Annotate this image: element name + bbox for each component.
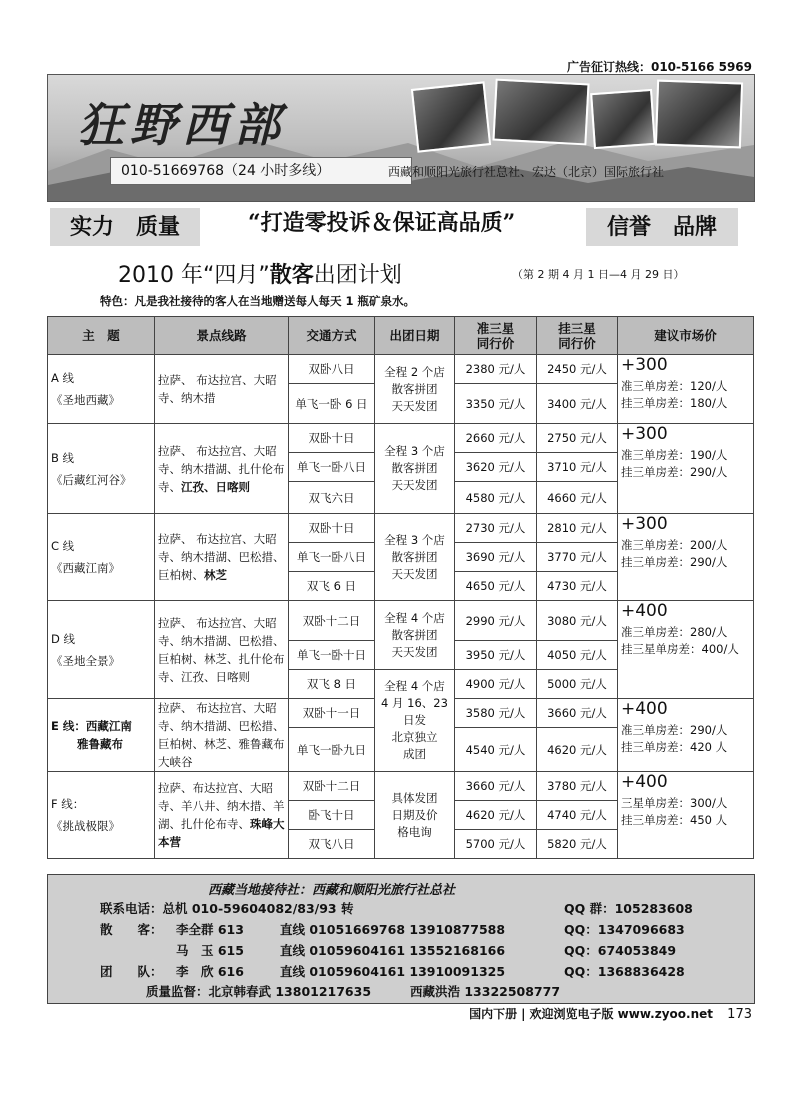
transport-cell: 双卧八日 [289, 355, 375, 384]
contact-qq: QQ：1368836428 [564, 964, 685, 979]
price-cell: 5000 元/人 [537, 670, 618, 699]
price-cell: 2660 元/人 [455, 424, 537, 453]
price-cell: 3350 元/人 [455, 384, 537, 424]
line-c-route: 拉萨、 布达拉宫、大昭寺、纳木措湖、巴松措、巨柏树、林芝 [155, 514, 289, 601]
line-d-theme: D 线 《圣地全景》 [48, 601, 155, 699]
line-e-route: 拉萨、 布达拉宫、大昭寺、纳木措湖、巴松措、巨柏树、林芝、雅鲁藏布大峡谷 [155, 699, 289, 772]
price-cell: 3710 元/人 [537, 453, 618, 482]
contact-qq: QQ：674053849 [564, 943, 677, 958]
line-a-route: 拉萨、 布达拉宫、大昭寺、纳木措 [155, 355, 289, 424]
transport-cell: 单飞一卧十日 [289, 641, 375, 670]
table-row [48, 514, 754, 543]
line-d-dates: 全程 4 个店 散客拼团 天天发团 [375, 601, 455, 670]
price-cell: 4620 元/人 [537, 728, 618, 772]
price-cell: 3660 元/人 [537, 699, 618, 728]
price-cell: 5700 元/人 [455, 830, 537, 859]
contact-qq: QQ：1347096683 [564, 922, 685, 937]
host-agency: 西藏当地接待社：西藏和顺阳光旅行社总社 [208, 883, 456, 898]
banner [47, 74, 755, 202]
header-dates: 出团日期 [375, 317, 455, 355]
feature-note: 特色：凡是我社接待的客人在当地赠送每人每天 1 瓶矿泉水。 [100, 294, 416, 308]
transport-cell: 单飞一卧九日 [289, 728, 375, 772]
header-theme: 主 题 [48, 317, 155, 355]
photo-2 [492, 79, 589, 146]
price-cell: 4740 元/人 [537, 801, 618, 830]
line-c-theme: C 线 《西藏江南》 [48, 514, 155, 601]
transport-cell: 双飞六日 [289, 482, 375, 514]
price-cell: 3620 元/人 [455, 453, 537, 482]
line-b-theme: B 线 《后藏红河谷》 [48, 424, 155, 514]
price-cell: 4050 元/人 [537, 641, 618, 670]
price-cell: 3690 元/人 [455, 543, 537, 572]
quality-supervisor-2: 西藏洪浩 13322508777 [410, 984, 561, 999]
transport-cell: 双卧十日 [289, 514, 375, 543]
contact-name: 李全群 613 [176, 922, 244, 937]
plan-title: 2010 年“四月”散客出团计划 [118, 263, 402, 288]
price-cell: 4620 元/人 [455, 801, 537, 830]
line-e-market: +400 准三单房差：290/人 挂三单房差：420 人 [618, 699, 754, 772]
banner-phone: 010-51669768（24 小时多线） [110, 157, 412, 185]
line-d-market: +400 准三单房差：280/人 挂三星单房差：400/人 [618, 601, 754, 699]
price-cell: 3400 元/人 [537, 384, 618, 424]
price-cell: 3780 元/人 [537, 772, 618, 801]
contact-direct: 直线 01051669768 13910877588 [280, 922, 506, 937]
qq-group: QQ 群：105283608 [564, 901, 693, 916]
price-cell: 3770 元/人 [537, 543, 618, 572]
price-cell: 2730 元/人 [455, 514, 537, 543]
tour-table [47, 316, 754, 859]
contact-direct: 直线 01059604161 13552168166 [280, 943, 506, 958]
price-cell: 4580 元/人 [455, 482, 537, 514]
transport-cell: 双卧十一日 [289, 699, 375, 728]
transport-cell: 双飞八日 [289, 830, 375, 859]
table-row [48, 601, 754, 641]
transport-cell: 单飞一卧八日 [289, 453, 375, 482]
price-cell: 3950 元/人 [455, 641, 537, 670]
price-cell: 2990 元/人 [455, 601, 537, 641]
price-cell: 4540 元/人 [455, 728, 537, 772]
contact-phone: 联系电话：总机 010-59604082/83/93 转 [100, 901, 354, 916]
contact-name: 李 欣 616 [176, 964, 244, 979]
plan-period: （第 2 期 4 月 1 日—4 月 29 日） [512, 268, 685, 281]
browse-link[interactable]: 欢迎浏览电子版 www.zyoo.net [529, 1007, 713, 1021]
transport-cell: 双飞 8 日 [289, 670, 375, 699]
ad-hotline: 广告征订热线：010-5166 5969 [566, 60, 752, 74]
slogan-right: 信誉 品牌 [586, 208, 738, 246]
transport-cell: 双卧十日 [289, 424, 375, 453]
brand-logo: 狂野西部 [78, 98, 286, 152]
photo-4 [655, 80, 743, 149]
line-e-theme: E 线：西藏江南 雅鲁藏布 [48, 699, 155, 772]
line-c-market: +300 准三单房差：200/人 挂三单房差：290/人 [618, 514, 754, 601]
line-b-dates: 全程 3 个店 散客拼团 天天发团 [375, 424, 455, 514]
contact-direct: 直线 01059604161 13910091325 [280, 964, 506, 979]
price-cell: 3080 元/人 [537, 601, 618, 641]
slogan-center: “打造零投诉＆保证高品质” [248, 210, 516, 236]
line-e-dates: 全程 4 个店 4 月 16、23 日发 北京独立 成团 [375, 670, 455, 772]
page-number: 173 [727, 1007, 752, 1022]
page-footer [469, 1005, 752, 1022]
price-cell: 5820 元/人 [537, 830, 618, 859]
price-cell: 2750 元/人 [537, 424, 618, 453]
section-label: 国内下册 [469, 1007, 518, 1021]
price-cell: 4730 元/人 [537, 572, 618, 601]
transport-cell: 卧飞十日 [289, 801, 375, 830]
table-header-row [48, 317, 754, 355]
photo-1 [411, 81, 491, 152]
header-route: 景点线路 [155, 317, 289, 355]
line-b-market: +300 准三单房差：190/人 挂三单房差：290/人 [618, 424, 754, 514]
price-cell: 3660 元/人 [455, 772, 537, 801]
price-cell: 4660 元/人 [537, 482, 618, 514]
photo-3 [590, 89, 656, 149]
table-row [48, 424, 754, 453]
transport-cell: 双飞 6 日 [289, 572, 375, 601]
price-cell: 4900 元/人 [455, 670, 537, 699]
quality-supervisor: 质量监督：北京韩春武 13801217635 [146, 984, 372, 999]
price-cell: 2380 元/人 [455, 355, 537, 384]
retail-label: 散 客： [100, 922, 163, 937]
line-c-dates: 全程 3 个店 散客拼团 天天发团 [375, 514, 455, 601]
line-d-route: 拉萨、 布达拉宫、大昭寺、纳木措湖、巴松措、巨柏树、林芝、扎什伦布寺、江孜、日喀则 [155, 601, 289, 699]
transport-cell: 单飞一卧八日 [289, 543, 375, 572]
transport-cell: 双卧十二日 [289, 772, 375, 801]
contact-footer [47, 874, 755, 1004]
group-label: 团 队： [100, 964, 163, 979]
table-row [48, 772, 754, 801]
price-cell: 2450 元/人 [537, 355, 618, 384]
header-quasi3: 准三星 同行价 [455, 317, 537, 355]
line-f-market: +400 三星单房差：300/人 挂三单房差：450 人 [618, 772, 754, 859]
contact-name: 马 玉 615 [176, 943, 244, 958]
line-b-route: 拉萨、 布达拉宫、大昭寺、纳木措湖、扎什伦布寺、江孜、日喀则 [155, 424, 289, 514]
price-cell: 3580 元/人 [455, 699, 537, 728]
transport-cell: 双卧十二日 [289, 601, 375, 641]
transport-cell: 单飞一卧 6 日 [289, 384, 375, 424]
slogan-left: 实力 质量 [50, 208, 200, 246]
price-cell: 2810 元/人 [537, 514, 618, 543]
line-a-theme: A 线 《圣地西藏》 [48, 355, 155, 424]
line-a-dates: 全程 2 个店 散客拼团 天天发团 [375, 355, 455, 424]
separator: | [521, 1007, 526, 1021]
header-transport: 交通方式 [289, 317, 375, 355]
line-f-route: 拉萨、布达拉宫、大昭寺、羊八井、纳木措、羊湖、扎什伦布寺、珠峰大本营 [155, 772, 289, 859]
price-cell: 4650 元/人 [455, 572, 537, 601]
banner-agencies: 西藏和顺阳光旅行社总社、宏达（北京）国际旅行社 [388, 165, 665, 179]
line-f-theme: F 线： 《挑战极限》 [48, 772, 155, 859]
header-three: 挂三星 同行价 [537, 317, 618, 355]
line-f-dates: 具体发团 日期及价 格电询 [375, 772, 455, 859]
line-a-market: +300 准三单房差：120/人 挂三单房差：180/人 [618, 355, 754, 424]
header-market: 建议市场价 [618, 317, 754, 355]
table-row [48, 355, 754, 384]
